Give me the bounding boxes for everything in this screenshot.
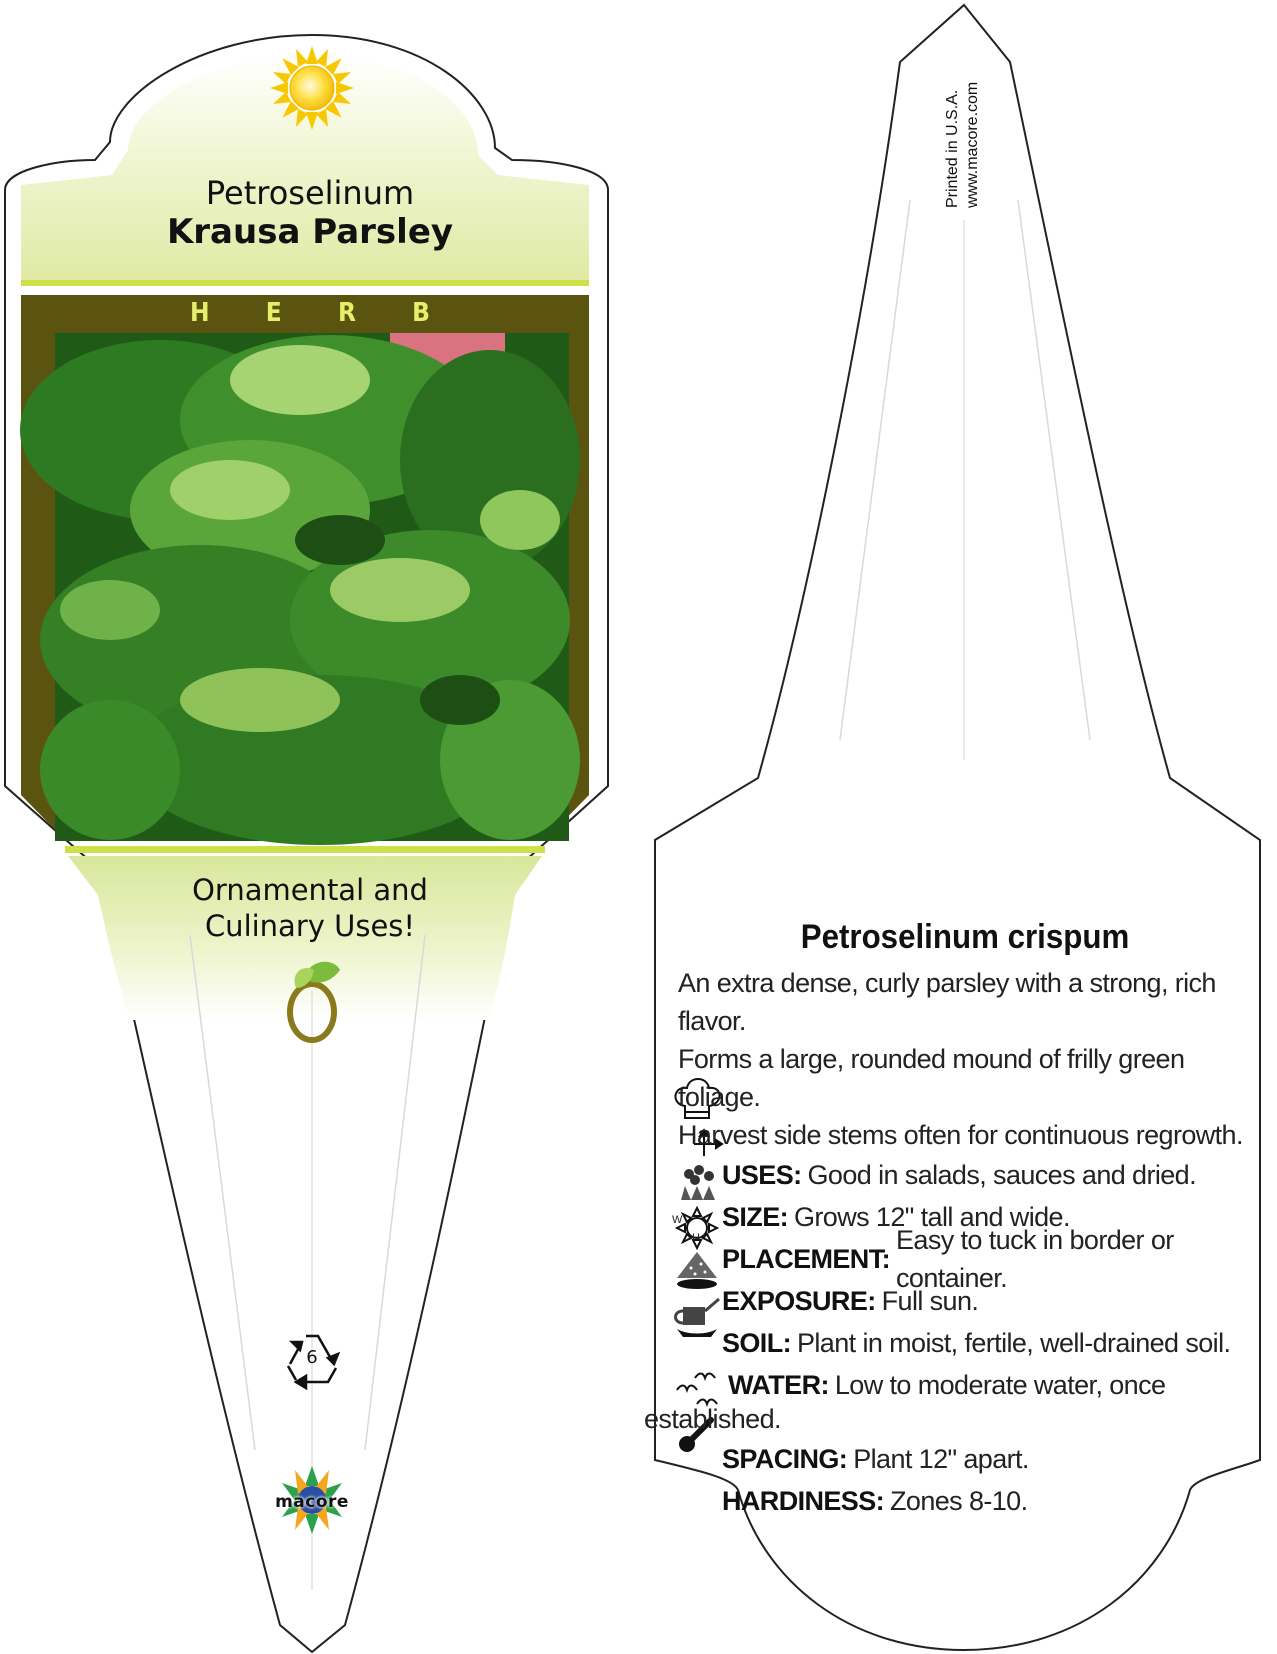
category-label bbox=[190, 298, 430, 328]
attribute-value: Full sun. bbox=[881, 1286, 979, 1316]
attribute-value: Plant 12" apart. bbox=[853, 1444, 1029, 1474]
recycle-number: 6 bbox=[306, 1347, 318, 1368]
sun-icon bbox=[270, 46, 354, 130]
tagline-line-2: Culinary Uses! bbox=[204, 909, 416, 943]
size-w-letter: W bbox=[672, 1214, 682, 1226]
botanical-name: Petroselinum crispum bbox=[800, 918, 1130, 956]
brand-wordmark: macore bbox=[275, 1492, 349, 1512]
attribute-soil bbox=[678, 1322, 1268, 1364]
category-letter: E bbox=[265, 298, 282, 328]
attribute-label: SIZE: bbox=[722, 1202, 789, 1232]
description-line: An extra dense, curly parsley with a strong, rich flavor. bbox=[678, 968, 1216, 1036]
size-h-letter: H bbox=[692, 1232, 700, 1244]
attribute-spacing bbox=[678, 1438, 1268, 1480]
attribute-label: EXPOSURE: bbox=[722, 1286, 876, 1316]
attribute-value: Plant in moist, fertile, well-drained soil. bbox=[797, 1328, 1231, 1358]
attribute-label: WATER: bbox=[728, 1370, 829, 1400]
attribute-label: SPACING: bbox=[722, 1444, 848, 1474]
attribute-uses bbox=[678, 1154, 1268, 1196]
website: www.macore.com bbox=[964, 81, 981, 208]
attribute-label: USES: bbox=[722, 1160, 802, 1190]
description-line: Forms a large, rounded mound of frilly green foliage. bbox=[678, 1044, 1185, 1112]
category-letter: H bbox=[190, 298, 210, 328]
tagline-line-1: Ornamental and bbox=[192, 873, 428, 907]
attribute-label: PLACEMENT: bbox=[722, 1244, 890, 1274]
attribute-value: Easy to tuck in border or container. bbox=[896, 1225, 1174, 1293]
water-continued: established. bbox=[644, 1404, 781, 1434]
attribute-label: SOIL: bbox=[722, 1328, 791, 1358]
front-tagline bbox=[90, 872, 530, 944]
attribute-value: Grows 12" tall and wide. bbox=[794, 1202, 1070, 1232]
attribute-value: Zones 8-10. bbox=[890, 1486, 1028, 1516]
description-line: Harvest side stems often for continuous regrowth. bbox=[678, 1120, 1243, 1150]
lime-divider-top bbox=[21, 280, 589, 286]
attribute-value: Low to moderate water, once bbox=[834, 1370, 1166, 1400]
front-variety-name: Krausa Parsley bbox=[166, 212, 454, 252]
category-letter: R bbox=[337, 298, 356, 328]
front-common-name: Petroselinum bbox=[205, 174, 415, 212]
attribute-label: HARDINESS: bbox=[722, 1486, 885, 1516]
care-info bbox=[644, 964, 1268, 1522]
attribute-placement bbox=[678, 1225, 1268, 1293]
parsley-photo bbox=[20, 333, 580, 845]
printed-in-text bbox=[943, 82, 983, 208]
attribute-hardiness bbox=[678, 1480, 1268, 1522]
attribute-value: Good in salads, sauces and dried. bbox=[807, 1160, 1196, 1190]
category-letter: B bbox=[412, 298, 430, 328]
printed-in: Printed in U.S.A. bbox=[944, 89, 961, 208]
lime-divider-bottom bbox=[65, 846, 545, 853]
